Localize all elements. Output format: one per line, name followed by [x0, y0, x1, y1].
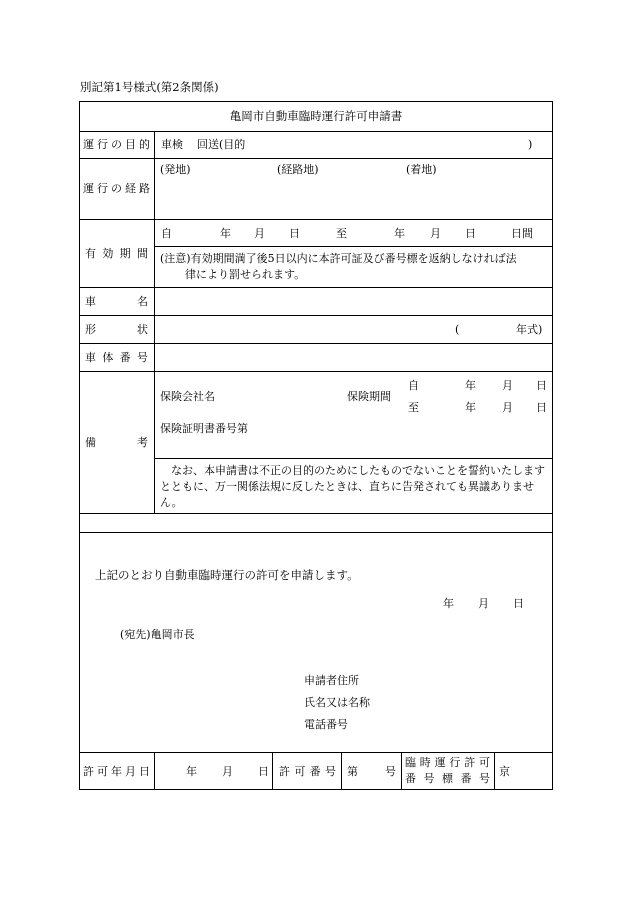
applicant-name-field[interactable]: 氏名又は名称	[304, 696, 370, 709]
insurance-from: 自	[408, 379, 419, 392]
form-caption: 別記第1号様式(第2条関係)	[80, 80, 219, 94]
rule-blank-bottom	[79, 532, 553, 533]
rule-application-bottom	[79, 752, 553, 753]
insurance-cert-field[interactable]: 保険証明書番号第	[160, 422, 248, 435]
insurance-from-day[interactable]: 日	[536, 379, 547, 392]
permit-date-label: 許 可 年 月 日	[83, 765, 150, 778]
plate-number-field[interactable]: 京	[499, 765, 510, 778]
rule-remarks-mid	[155, 458, 553, 459]
rule-permit-5	[494, 752, 495, 790]
rule-label-column	[154, 131, 155, 513]
permit-day[interactable]: 日	[258, 765, 269, 778]
validity-from: 自	[161, 227, 172, 240]
application-day[interactable]: 日	[513, 597, 524, 610]
application-month[interactable]: 月	[478, 597, 489, 610]
vehicle-name-field[interactable]	[160, 289, 550, 313]
form-title: 亀岡市自動車臨時運行許可申請書	[229, 109, 403, 123]
application-year[interactable]: 年	[443, 597, 454, 610]
validity-note-line1: (注意)有効期間満了後5日以内に本許可証及び番号標を返納しなければ法	[160, 252, 517, 265]
rule-validity-bottom	[79, 287, 553, 288]
application-statement: 上記のとおり自動車臨時運行の許可を申請します。	[95, 568, 359, 582]
validity-from-month[interactable]: 月	[254, 227, 265, 240]
rule-chassis-bottom	[79, 371, 553, 372]
chassis-field[interactable]	[160, 345, 550, 369]
rule-remarks-bottom	[79, 513, 553, 514]
rule-name-bottom	[79, 315, 553, 316]
validity-from-day[interactable]: 日	[289, 227, 300, 240]
route-destination-field[interactable]: (着地)	[406, 163, 437, 176]
rule-route-bottom	[79, 219, 553, 220]
validity-note-line2: 律により罰せられます。	[185, 268, 306, 281]
validity-duration[interactable]: 日間	[511, 227, 533, 240]
route-origin-field[interactable]: (発地)	[160, 163, 191, 176]
insurance-to-year[interactable]: 年	[465, 401, 476, 414]
shape-model-year[interactable]: 年式)	[516, 323, 543, 336]
purpose-shaken-option[interactable]: 車検	[161, 138, 183, 151]
shape-open-paren: (	[455, 323, 460, 336]
oath-text: なお、本申請書は不正の目的のためにしたものでないことを誓約いたしますとともに、万一関係法規に反したときは、直ちに告発されても異議ありません。	[160, 464, 545, 509]
insurance-to: 至	[408, 401, 419, 414]
rule-validity-mid	[155, 246, 553, 247]
rule-permit-2	[272, 752, 273, 790]
shape-label: 形 状	[85, 323, 148, 336]
insurance-from-year[interactable]: 年	[465, 379, 476, 392]
rule-permit-3	[341, 752, 342, 790]
rule-shape-bottom	[79, 343, 553, 344]
remarks-label: 備 考	[85, 436, 148, 449]
permit-number-label: 許 可 番 号	[279, 765, 336, 778]
applicant-phone-field[interactable]: 電話番号	[304, 718, 348, 731]
rule-purpose-bottom	[79, 158, 553, 159]
permit-year[interactable]: 年	[186, 765, 197, 778]
rule-permit-1	[154, 752, 155, 790]
validity-to-month[interactable]: 月	[430, 227, 441, 240]
validity-to-day[interactable]: 日	[465, 227, 476, 240]
applicant-address-field[interactable]: 申請者住所	[304, 674, 359, 687]
rule-title-bottom	[79, 131, 553, 132]
route-via-field[interactable]: (経路地)	[277, 163, 319, 176]
validity-from-year[interactable]: 年	[220, 227, 231, 240]
purpose-label: 運 行 の 目 的	[83, 138, 150, 151]
plate-label-line2: 番 号 標 番 号	[405, 772, 490, 785]
validity-label: 有 効 期 間	[85, 247, 148, 260]
purpose-kaiso-option[interactable]: 回送(目的	[197, 138, 246, 151]
insurer-field[interactable]: 保険会社名	[160, 390, 215, 403]
insurance-from-month[interactable]: 月	[502, 379, 513, 392]
validity-to-year[interactable]: 年	[394, 227, 405, 240]
purpose-close-paren: )	[528, 138, 533, 151]
permit-dai: 第	[347, 765, 358, 778]
insurance-period-label: 保険期間	[347, 390, 391, 403]
plate-label-line1: 臨 時 運 行 許 可	[405, 756, 490, 769]
vehicle-name-label: 車 名	[85, 295, 148, 308]
permit-month[interactable]: 月	[222, 765, 233, 778]
addressee: (宛先)亀岡市長	[120, 628, 195, 641]
route-label: 運 行 の 経 路	[83, 182, 150, 195]
permit-number-go[interactable]: 号	[385, 765, 396, 778]
rule-permit-4	[401, 752, 402, 790]
insurance-to-day[interactable]: 日	[536, 401, 547, 414]
validity-to: 至	[336, 227, 347, 240]
chassis-label: 車 体 番 号	[85, 351, 148, 364]
insurance-to-month[interactable]: 月	[502, 401, 513, 414]
